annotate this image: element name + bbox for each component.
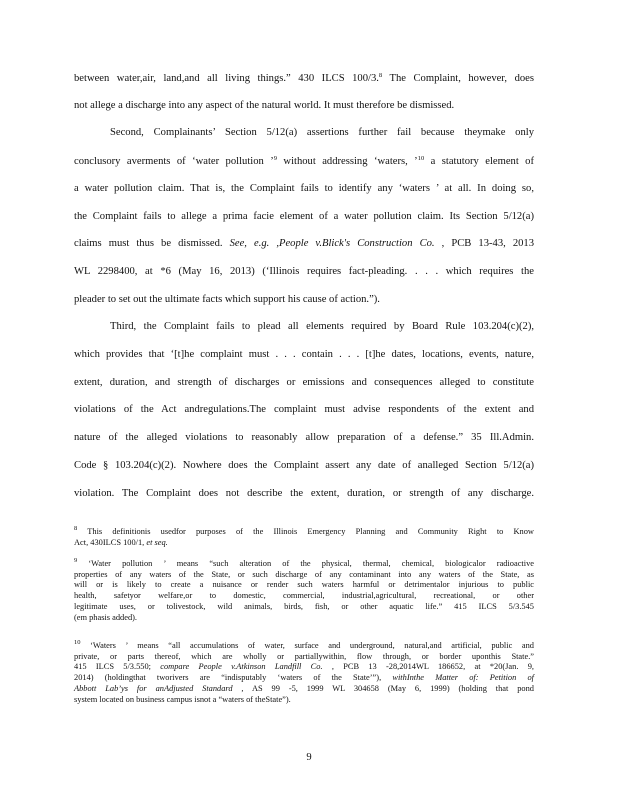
body-line xyxy=(74,155,534,167)
footnote-line xyxy=(74,695,534,706)
body-line xyxy=(110,321,534,332)
footnote-line xyxy=(74,524,534,538)
body-line xyxy=(110,127,534,138)
citation-italic: compare People v.Atkinson Landfill Co. xyxy=(150,662,323,672)
footnote-text: (em phasis added). xyxy=(74,612,138,622)
footnote-text: 415 ILCS 5/3.550; xyxy=(74,662,151,672)
line-text: Third, the Complaint fails to plead all elements required by Board Rule 103.204(c)(2), xyxy=(110,321,534,333)
footnote xyxy=(74,556,534,623)
footnote-number: 10 xyxy=(74,639,81,646)
body-line xyxy=(74,294,534,305)
footnote-number: 8 xyxy=(74,525,78,532)
line-text: the Complaint fails to allege a prima facie element of a water pollution claim. Its Section 5/12(a) xyxy=(74,210,534,222)
footnote-ref: 9 xyxy=(273,155,278,163)
footnote-line xyxy=(74,673,534,684)
line-text: nature of the alleged violations to reasonably allow preparation of a defense.” 35 Ill.Admin. xyxy=(74,432,534,444)
footnote-text: properties of any waters of the State, or such discharge of any contaminant into any waters of the State, as xyxy=(74,569,534,579)
footnote-text: , PCB 13 -28,2014WL 186652, at *20(Jan. 9, xyxy=(322,662,534,672)
footnote-line xyxy=(74,602,534,613)
body-line xyxy=(74,460,534,471)
footnote-line xyxy=(74,556,534,570)
line-text: without addressing ‘waters, ’ xyxy=(277,156,418,168)
footnote-line xyxy=(74,613,534,624)
line-text: pleader to set out the ultimate facts which support his cause of action.”). xyxy=(74,293,380,305)
footnote-text: ‘Waters ’ means “all accumulations of water, surface and underground, natural,and artificial, public and xyxy=(80,641,534,650)
footnote-text: private, or parts thereof, which are wholly or partiallywithin, flow through, or border uponthis State.” xyxy=(74,651,534,661)
footnote-text: Act, 430ILCS 100/1, xyxy=(74,537,145,547)
footnote xyxy=(74,638,534,705)
line-text: Code § 103.204(c)(2). Nowhere does the Complaint assert any date of analleged Section 5/12(a) xyxy=(74,459,534,471)
footnote-line xyxy=(74,580,534,591)
footnote-line xyxy=(74,538,534,549)
line-text: which provides that ‘[t]he complaint must . . . contain . . . [t]he dates, locations, events, nature, xyxy=(74,349,534,360)
body-line xyxy=(74,349,534,360)
body-line xyxy=(74,266,534,277)
body-line xyxy=(74,238,534,249)
line-text: a water pollution claim. That is, the Complaint fails to identify any ‘waters ’ at all. In doing so, xyxy=(74,182,534,194)
footnote-text: This definitionis usedfor purposes of the Illinois Emergency Planning and Community Right to Know xyxy=(77,527,534,536)
footnote-line xyxy=(74,662,534,673)
page-number: 9 xyxy=(306,752,312,763)
footnote-text: Abbott Lab’ys for anAdjusted Standard xyxy=(74,683,233,693)
line-text: between water,air, land,and all living things.” 430 ILCS 100/3. xyxy=(74,73,379,84)
line-text: violation. The Complaint does not describe the extent, duration, or strength of any discharge. xyxy=(74,487,534,499)
footnote-text: system located on business campus isnot a “waters of theState”). xyxy=(74,694,291,704)
footnote-text: legitimate uses, or tolivestock, wild animals, birds, fish, or other aquatic life.” 415 ILCS 5/3.545 xyxy=(74,601,534,611)
footnote xyxy=(74,524,534,548)
footnote-text: ‘Water pollution ’ means “such alteration of the physical, thermal, chemical, biologicalor radioactive xyxy=(77,559,534,568)
body-line xyxy=(74,100,534,111)
footnote-line xyxy=(74,570,534,581)
line-text: claims must thus be dismissed. xyxy=(74,238,223,250)
footnote-line xyxy=(74,652,534,663)
line-text: WL 2298400, at *6 (May 16, 2013) (‘Illinois requires fact-pleading. . . . which requires the xyxy=(74,265,534,277)
line-text: The Complaint, however, does xyxy=(382,73,534,84)
body-line xyxy=(74,432,534,443)
footnote-ref: 8 xyxy=(378,72,383,79)
citation-italic: et seq. xyxy=(144,537,168,547)
line-text: , PCB 13-43, 2013 xyxy=(434,238,535,250)
body-line xyxy=(74,488,534,499)
line-text: Second, Complainants’ Section 5/12(a) assertions further fail because theymake only xyxy=(110,127,534,139)
citation-italic: withInthe Matter of: Petition of xyxy=(381,673,535,683)
footnote-ref: 10 xyxy=(417,155,425,163)
footnote-text: health, safetyor welfare,or to domestic, commercial, industrial,agricultural, recreational, or other xyxy=(74,591,534,601)
body-line xyxy=(74,377,534,388)
citation-italic: See, e.g. ,People v.Blick's Construction Co. xyxy=(222,238,435,250)
body-line xyxy=(74,211,534,222)
footnote-line xyxy=(74,684,534,695)
body-line xyxy=(74,183,534,194)
line-text: not allege a discharge into any aspect of the natural world. It must therefore be dismissed. xyxy=(74,99,455,111)
line-text: a statutory element of xyxy=(424,156,535,168)
footnote-line xyxy=(74,638,534,652)
body-line xyxy=(74,72,534,84)
line-text: conclusory averments of ‘water pollution ’ xyxy=(74,156,274,168)
footnote-number: 9 xyxy=(74,557,78,564)
body-line xyxy=(74,404,534,415)
line-text: extent, duration, and strength of discharges or emissions and consequences alleged to constitute xyxy=(74,376,534,388)
footnote-text: 2014) (holdingthat tworivers are “indisputably ‘waters of the State’”), xyxy=(74,673,382,683)
footnote-text: will or is likely to create a nuisance or render such waters harmful or detrimentalor injurious to public xyxy=(74,580,534,590)
footnote-text: , AS 99 -5, 1999 WL 304658 (May 6, 1999) (holding that pond xyxy=(232,683,534,693)
line-text: violations of the Act andregulations.The complaint must advise respondents of the extent and xyxy=(74,404,534,416)
footnote-line xyxy=(74,591,534,602)
